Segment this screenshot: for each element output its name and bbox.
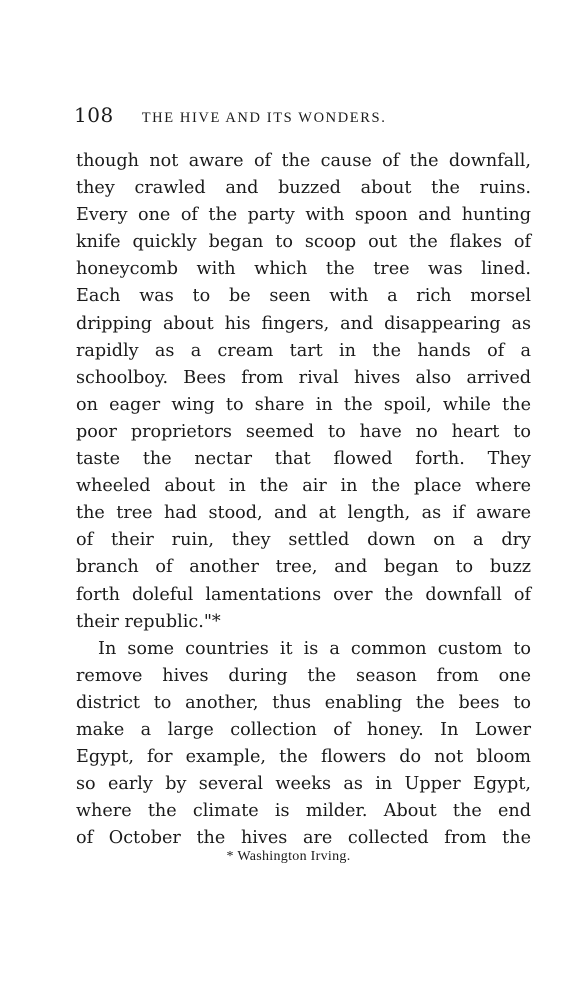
text-line: the tree had stood, and at length, as if aware <box>76 503 531 524</box>
text-line: district to another, thus enabling the bees to <box>76 692 531 713</box>
text-line: honeycomb with which the tree was lined. <box>76 259 531 280</box>
footnote: * Washington Irving. <box>226 849 351 864</box>
text-line: of October the hives are collected from the <box>76 828 531 849</box>
page-number: 108 <box>74 103 114 127</box>
text-line: rapidly as a cream tart in the hands of a <box>76 340 531 361</box>
running-head <box>74 103 534 131</box>
text-line: Egypt, for example, the flowers do not bloom <box>76 747 531 768</box>
text-line: In some countries it is a common custom to <box>98 638 531 659</box>
text-line: schoolboy. Bees from rival hives also arrived <box>76 367 531 388</box>
text-line: though not aware of the cause of the downfall, <box>76 151 531 171</box>
text-line: Every one of the party with spoon and hunting <box>76 205 531 226</box>
text-line: knife quickly began to scoop out the flakes of <box>76 232 531 253</box>
text-line: remove hives during the season from one <box>76 665 531 686</box>
text-line: of their ruin, they settled down on a dry <box>76 530 531 551</box>
text-line: branch of another tree, and began to buzz <box>76 557 531 578</box>
paragraph-1 <box>76 148 531 636</box>
text-line: on eager wing to share in the spoil, while the <box>76 394 531 415</box>
body-text <box>76 148 531 852</box>
text-line: their republic."* <box>76 611 221 632</box>
text-line: wheeled about in the air in the place where <box>76 476 531 497</box>
text-line: where the climate is milder. About the end <box>76 801 531 822</box>
text-line: make a large collection of honey. In Lower <box>76 719 531 740</box>
text-line: poor proprietors seemed to have no heart to <box>76 421 531 442</box>
running-title: THE HIVE AND ITS WONDERS. <box>141 110 387 126</box>
text-line: they crawled and buzzed about the ruins. <box>76 178 531 199</box>
text-line: so early by several weeks as in Upper Egypt, <box>76 774 531 795</box>
text-line: dripping about his fingers, and disappearing as <box>76 313 531 334</box>
paragraph-2 <box>76 636 531 853</box>
text-line: Each was to be seen with a rich morsel <box>76 286 531 307</box>
text-line: taste the nectar that flowed forth. They <box>76 449 531 470</box>
text-line: forth doleful lamentations over the downfall of <box>76 584 531 605</box>
